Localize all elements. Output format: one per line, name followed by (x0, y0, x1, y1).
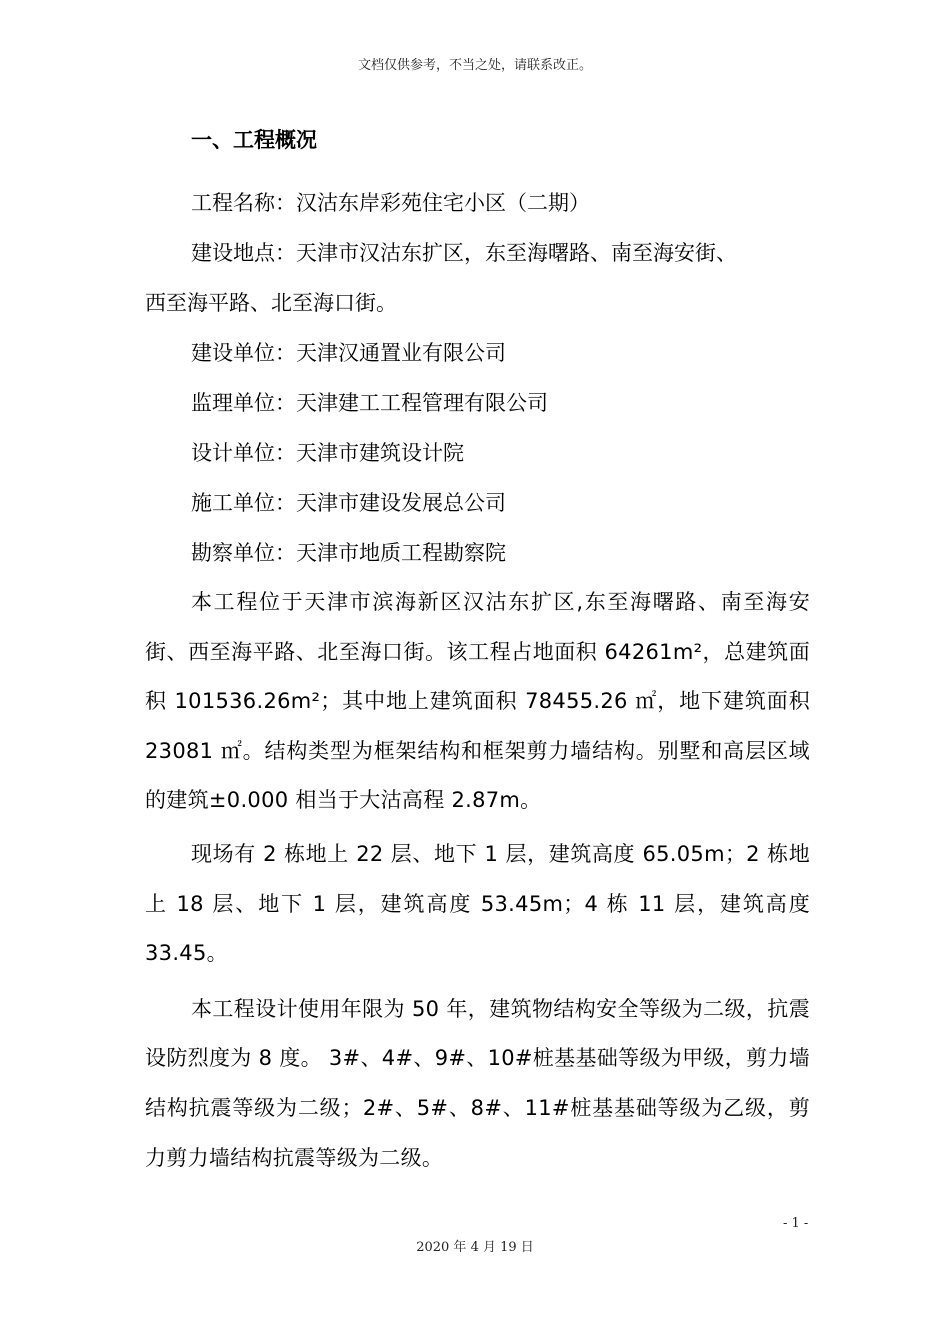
location-line-2: 西至海平路、北至海口街。 (145, 291, 397, 315)
paragraph-building-heights: 现场有 2 栋地上 22 层、地下 1 层，建筑高度 65.05m；2 栋地上 18 层、地下 1 层，建筑高度 53.45m；4 栋 11 层，建筑高度 33.45。 (145, 841, 810, 966)
document-body (145, 118, 810, 1183)
supervisor-line: 监理单位：天津建工工程管理有限公司 (191, 391, 548, 415)
designer-line: 设计单位：天津市建筑设计院 (191, 441, 464, 465)
page-number: - 1 - (783, 1216, 809, 1231)
paragraph-structural-grades: 本工程设计使用年限为 50 年，建筑物结构安全等级为二级，抗震设防烈度为 8 度。 3#、4#、9#、10#桩基基础等级为甲级，剪力墙结构抗震等级为二级；2#、5#、8#、11#桩基基础等级为乙级，剪力剪力墙结构抗震等级为二级。 (145, 996, 810, 1170)
location-line-1: 建设地点：天津市汉沽东扩区，东至海曙路、南至海安街、 (191, 241, 737, 265)
footer-date: 2020 年 4 月 19 日 (416, 1240, 534, 1255)
header-note: 文档仅供参考，不当之处，请联系改正。 (357, 58, 592, 73)
owner-line: 建设单位：天津汉通置业有限公司 (191, 341, 506, 365)
section-title: 一、工程概况 (191, 128, 317, 152)
paragraph-project-overview: 本工程位于天津市滨海新区汉沽东扩区,东至海曙路、南至海安街、西至海平路、北至海口街。该工程占地面积 64261m²，总建筑面积 101536.26m²；其中地上建筑面积 78455.26 ㎡，地下建筑面积 23081 ㎡。结构类型为框架结构和框架剪力墙结构。别墅和高层区域的建筑±0.000 相当于大沽高程 2.87m。 (145, 590, 810, 813)
project-name-line: 工程名称：汉沽东岸彩苑住宅小区（二期） (191, 191, 590, 215)
surveyor-line: 勘察单位：天津市地质工程勘察院 (191, 541, 506, 565)
contractor-line: 施工单位：天津市建设发展总公司 (191, 491, 506, 515)
